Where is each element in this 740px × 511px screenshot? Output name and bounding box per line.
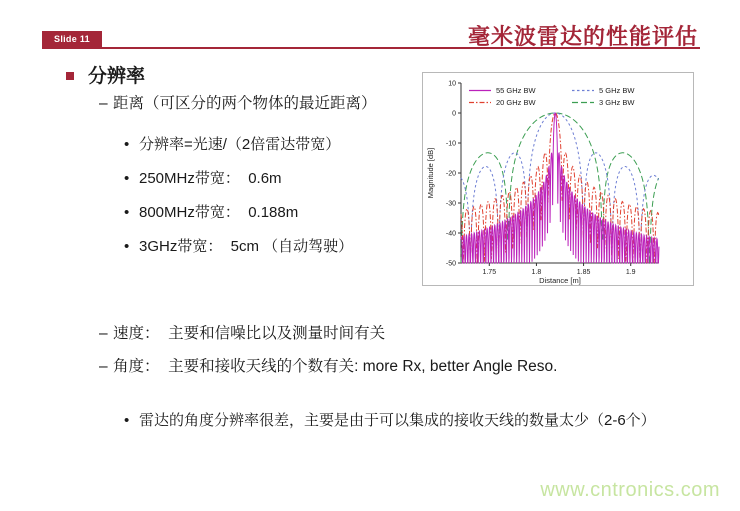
bullet-250mhz [124, 167, 454, 190]
page-title: 毫米波雷达的性能评估 [467, 24, 698, 49]
y-tick-label: -20 [445, 170, 456, 178]
y-tick-label: 10 [448, 80, 456, 88]
y-tick-label: -50 [445, 260, 456, 268]
x-tick-label: 1.75 [482, 269, 497, 276]
bullet-angle-detail-text: 雷达的角度分辨率很差，主要是由于可以集成的接收天线的数量太少（2-6个） [139, 412, 656, 429]
legend-label-5-ghz-bw: 5 GHz BW [599, 86, 635, 95]
bullet-3ghz-text: 3GHz带宽： 5cm （自动驾驶） [139, 238, 354, 255]
bullet-distance [99, 92, 459, 115]
dot-marker: • [124, 204, 130, 221]
legend-label-20-ghz-bw: 20 GHz BW [496, 98, 536, 107]
dash-marker: – [99, 325, 108, 342]
bullet-3ghz [124, 235, 454, 258]
dot-marker: • [124, 136, 130, 153]
legend-label-3-ghz-bw: 3 GHz BW [599, 98, 635, 107]
bullet-resolution-formula-text: 分辨率=光速/（2倍雷达带宽） [139, 136, 341, 153]
dash-marker: – [99, 358, 108, 375]
dash-marker: – [99, 95, 108, 112]
bullet-speed [99, 322, 659, 345]
slide-number-badge: Slide 11 [42, 31, 102, 47]
bullet-800mhz [124, 201, 454, 224]
x-tick-label: 1.85 [576, 269, 591, 276]
x-axis-label: Distance [m] [539, 276, 581, 285]
y-tick-label: -40 [445, 230, 456, 238]
y-axis-label: Magnitude [dB] [426, 147, 435, 199]
bullet-angle-text: 角度： 主要和接收天线的个数有关: more Rx, better Angle Reso. [113, 358, 558, 375]
bandwidth-resolution-chart [422, 72, 694, 286]
bullet-angle-detail [124, 409, 672, 432]
watermark-text: www.cntronics.com [540, 479, 720, 501]
bullet-resolution-formula [124, 133, 454, 156]
x-tick-label: 1.9 [625, 269, 636, 276]
y-tick-label: 0 [452, 110, 456, 118]
section-heading: 分辨率 [88, 66, 146, 87]
bullet-speed-text: 速度： 主要和信噪比以及测量时间有关 [113, 325, 386, 342]
y-tick-label: -30 [445, 200, 456, 208]
bullet-distance-text: 距离（可区分的两个物体的最近距离） [113, 95, 377, 112]
dot-marker: • [124, 238, 130, 255]
chart-canvas [423, 73, 693, 285]
legend-label-55-ghz-bw: 55 GHz BW [496, 86, 536, 95]
bullet-250mhz-text: 250MHz带宽： 0.6m [139, 170, 282, 187]
bullet-square-icon [66, 72, 74, 80]
dot-marker: • [124, 170, 130, 187]
x-tick-label: 1.8 [531, 269, 542, 276]
y-tick-label: -10 [445, 140, 456, 148]
dot-marker: • [124, 412, 130, 429]
bullet-angle [99, 355, 631, 378]
bullet-800mhz-text: 800MHz带宽： 0.188m [139, 204, 299, 221]
